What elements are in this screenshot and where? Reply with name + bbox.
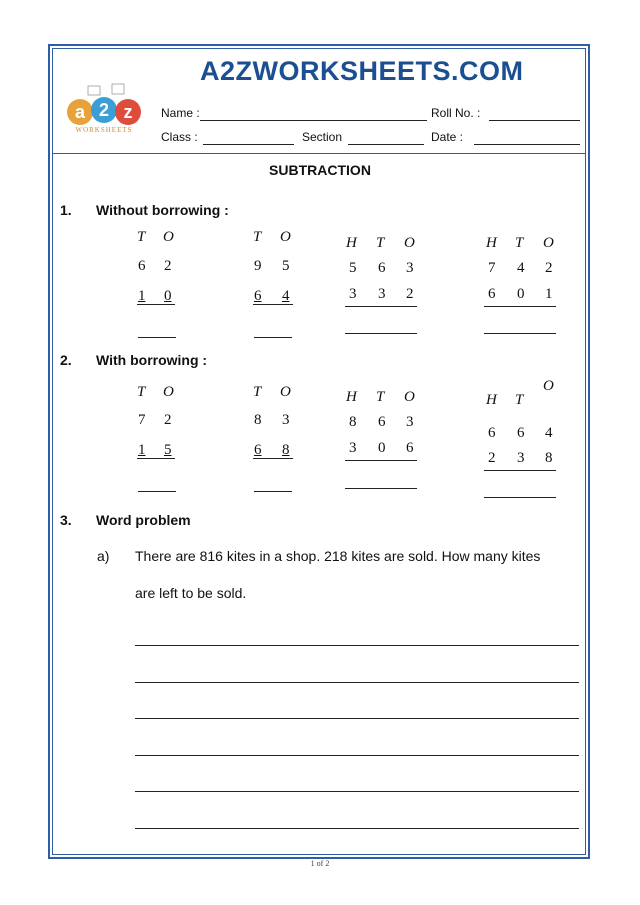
place-h: H (346, 235, 357, 251)
section-2-title: With borrowing : (96, 352, 208, 368)
top-digit: 2 (164, 258, 172, 274)
top-digit: 6 (378, 414, 386, 430)
top-digit: 6 (138, 258, 146, 274)
roll-label: Roll No. : (431, 106, 481, 120)
place-o: O (404, 235, 415, 251)
brand-title: A2ZWORKSHEETS.COM (200, 56, 524, 86)
top-digit: 5 (282, 258, 290, 274)
section-label: Section (302, 130, 343, 144)
bottom-digit: 3 (378, 286, 386, 302)
answer-writing-line[interactable] (135, 645, 579, 646)
bottom-digit: 6 (406, 440, 414, 456)
answer-line[interactable] (345, 333, 417, 334)
class-label: Class : (161, 130, 198, 144)
place-t: T (376, 389, 385, 405)
section-2-number: 2. (60, 352, 72, 368)
roll-line[interactable] (489, 120, 580, 121)
section-3-number: 3. (60, 512, 72, 528)
top-digit: 8 (254, 412, 262, 428)
place-o: O (543, 378, 554, 394)
bottom-digit: 0 (378, 440, 386, 456)
answer-line[interactable] (345, 488, 417, 489)
top-digit: 9 (254, 258, 262, 274)
operand-rule (253, 458, 293, 459)
top-digit: 3 (282, 412, 290, 428)
operand-rule (484, 306, 556, 307)
answer-line[interactable] (254, 337, 292, 338)
place-o: O (163, 384, 174, 400)
bottom-digit: 5 (164, 442, 172, 458)
answer-writing-line[interactable] (135, 682, 579, 683)
bottom-digit: 2 (406, 286, 414, 302)
place-o: O (543, 235, 554, 251)
section-1-title: Without borrowing : (96, 202, 229, 218)
top-digit: 4 (545, 425, 553, 441)
operand-rule (137, 304, 175, 305)
worksheet-title: SUBTRACTION (269, 162, 371, 178)
section-line[interactable] (348, 144, 424, 145)
logo-wordmark: WORKSHEETS (75, 126, 133, 134)
svg-text:a: a (74, 102, 86, 122)
answer-writing-line[interactable] (135, 718, 579, 719)
page-number: 1 of 2 (310, 859, 330, 868)
answer-line[interactable] (254, 491, 292, 492)
bottom-digit: 1 (545, 286, 553, 302)
problem-a-label: a) (97, 548, 110, 564)
operand-rule (345, 460, 417, 461)
class-line[interactable] (203, 144, 294, 145)
top-digit: 7 (138, 412, 146, 428)
top-digit: 7 (488, 260, 496, 276)
top-digit: 2 (545, 260, 553, 276)
place-h: H (346, 389, 357, 405)
bottom-digit: 8 (282, 442, 290, 458)
name-line[interactable] (200, 120, 427, 121)
operand-rule (253, 304, 293, 305)
place-h: H (486, 235, 497, 251)
bottom-digit: 3 (349, 440, 357, 456)
bottom-digit: 4 (282, 288, 290, 304)
top-digit: 8 (349, 414, 357, 430)
place-o: O (280, 229, 291, 245)
top-digit: 3 (406, 260, 414, 276)
bottom-digit: 2 (488, 450, 496, 466)
bottom-digit: 6 (254, 442, 262, 458)
place-o: O (163, 229, 174, 245)
answer-line[interactable] (138, 491, 176, 492)
top-digit: 5 (349, 260, 357, 276)
bottom-digit: 1 (138, 288, 146, 304)
place-o: O (404, 389, 415, 405)
date-label: Date : (431, 130, 464, 144)
answer-line[interactable] (484, 333, 556, 334)
problem-a-text-line-2: are left to be sold. (135, 585, 247, 601)
top-digit: 3 (406, 414, 414, 430)
place-t: T (253, 229, 262, 245)
bottom-digit: 0 (164, 288, 172, 304)
svg-text:2: 2 (98, 100, 110, 120)
place-t: T (137, 384, 146, 400)
answer-line[interactable] (138, 337, 176, 338)
problem-a-text-line-1: There are 816 kites in a shop. 218 kites are sold. How many kites (135, 548, 541, 564)
operand-rule (484, 470, 556, 471)
place-t: T (515, 235, 524, 251)
operand-rule (137, 458, 175, 459)
top-digit: 2 (164, 412, 172, 428)
place-o: O (280, 384, 291, 400)
bottom-digit: 6 (254, 288, 262, 304)
section-3-title: Word problem (96, 512, 191, 528)
place-t: T (253, 384, 262, 400)
bottom-digit: 6 (488, 286, 496, 302)
top-digit: 4 (517, 260, 525, 276)
operand-rule (345, 306, 417, 307)
place-t: T (376, 235, 385, 251)
answer-line[interactable] (484, 497, 556, 498)
answer-writing-line[interactable] (135, 828, 579, 829)
bottom-digit: 8 (545, 450, 553, 466)
top-digit: 6 (378, 260, 386, 276)
bottom-digit: 3 (349, 286, 357, 302)
svg-text:z: z (123, 102, 133, 122)
section-1-number: 1. (60, 202, 72, 218)
top-digit: 6 (488, 425, 496, 441)
bottom-digit: 3 (517, 450, 525, 466)
name-label: Name : (161, 106, 200, 120)
place-t: T (137, 229, 146, 245)
answer-writing-line[interactable] (135, 791, 579, 792)
bottom-digit: 0 (517, 286, 525, 302)
top-digit: 6 (517, 425, 525, 441)
date-line[interactable] (474, 144, 580, 145)
bottom-digit: 1 (138, 442, 146, 458)
header-divider (52, 153, 586, 154)
answer-writing-line[interactable] (135, 755, 579, 756)
place-h: H (486, 392, 497, 408)
place-t: T (515, 392, 524, 408)
